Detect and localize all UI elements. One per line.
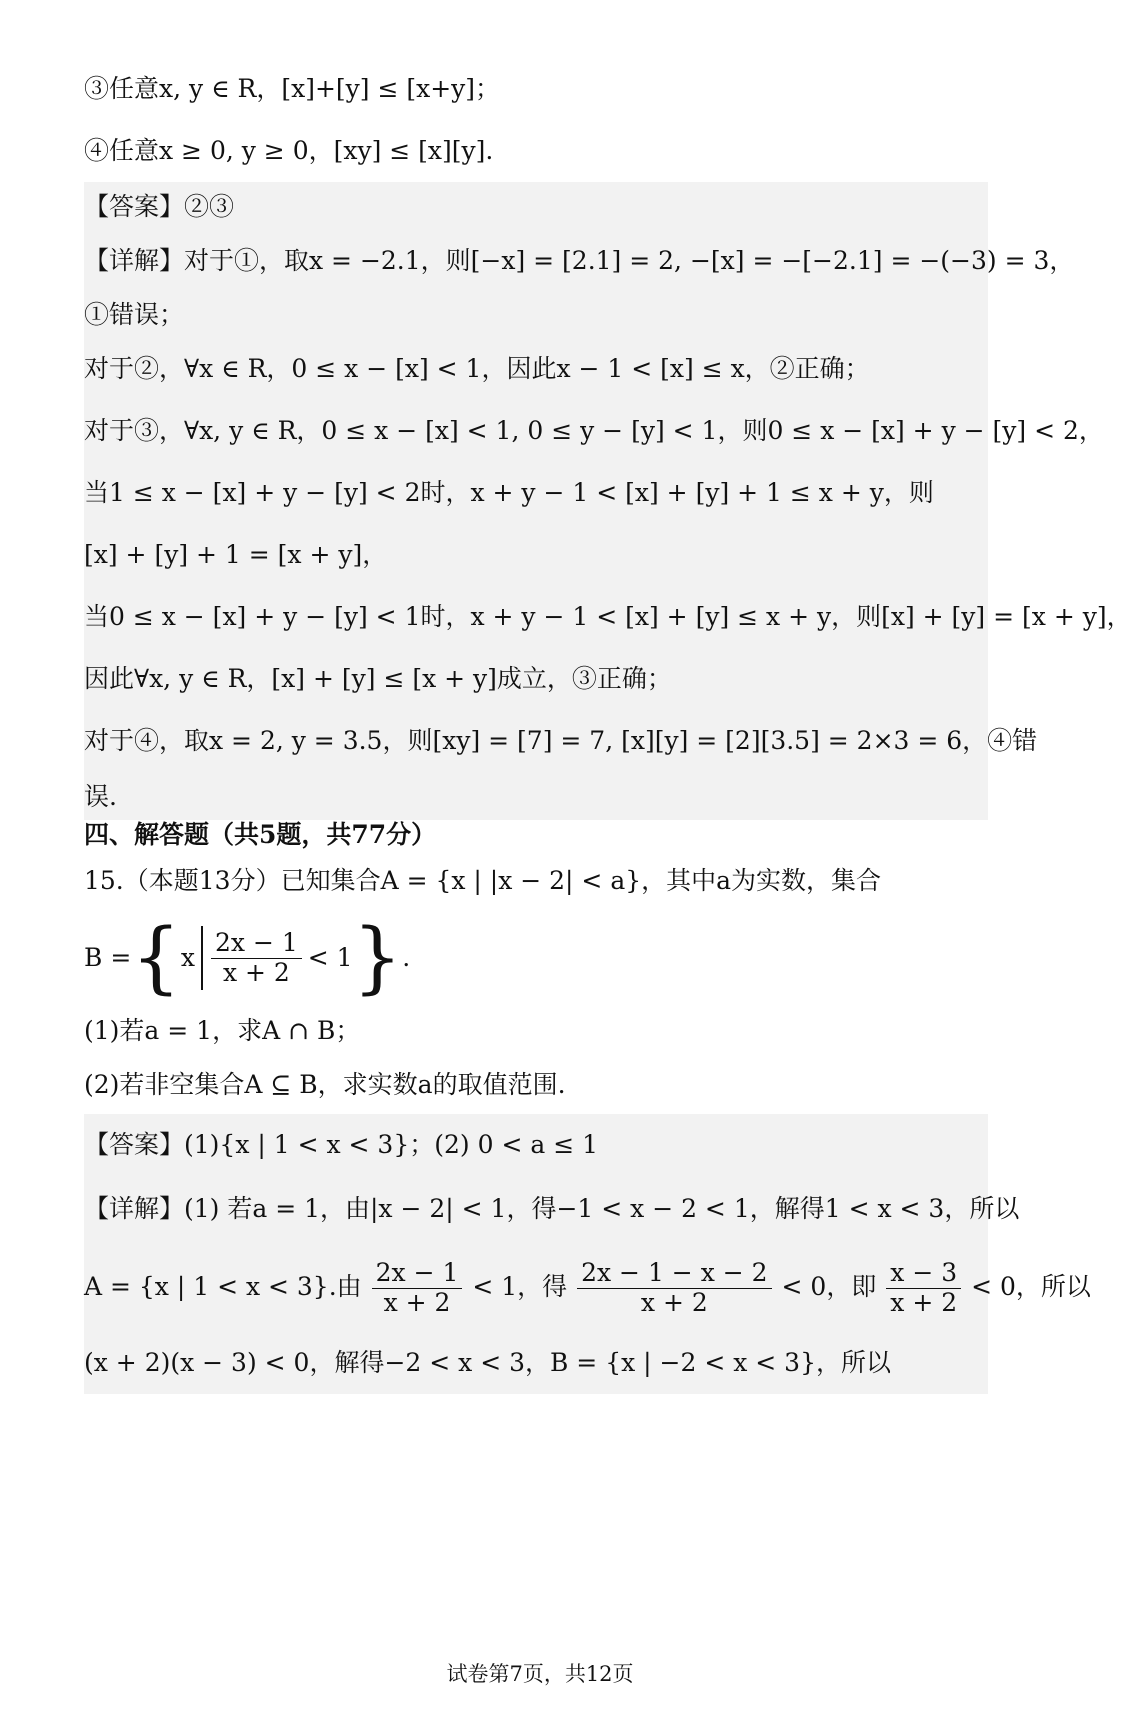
explain-15-line-2 bbox=[84, 1252, 1091, 1322]
fraction-2-denominator: x + 2 bbox=[640, 1288, 708, 1317]
answer-15: 【答案】(1){x | 1 < x < 3}；(2) 0 < a ≤ 1 bbox=[84, 1130, 598, 1159]
fraction-denominator: x + 2 bbox=[222, 957, 290, 987]
relation-2: < 0，即 bbox=[781, 1272, 877, 1301]
fraction-1-denominator: x + 2 bbox=[383, 1288, 451, 1317]
set-b-fraction bbox=[211, 929, 302, 988]
explain-14-line-1: 【详解】对于①，取x = −2.1，则[−x] = [2.1] = 2, −[x] = −[−2.1] = −(−3) = 3， bbox=[84, 246, 1075, 275]
explain-15-line-3: (x + 2)(x − 3) < 0，解得−2 < x < 3，B = {x | −2 < x < 3}，所以 bbox=[84, 1348, 891, 1377]
set-b-lhs: B = bbox=[84, 943, 132, 972]
explain-14-line-2: ①错误； bbox=[84, 300, 185, 329]
fraction-3-numerator: x − 3 bbox=[886, 1259, 961, 1289]
explain-14-line-7: 当0 ≤ x − [x] + y − [y] < 1时，x + y − 1 < [x] + [y] ≤ x + y，则[x] + [y] = [x + y]， bbox=[84, 602, 1132, 631]
fraction-1-numerator: 2x − 1 bbox=[372, 1259, 463, 1289]
fraction-numerator: 2x − 1 bbox=[211, 929, 302, 959]
explain-14-line-4: 对于③，∀x, y ∈ R，0 ≤ x − [x] < 1, 0 ≤ y − [y] < 1，则0 ≤ x − [x] + y − [y] < 2， bbox=[84, 416, 1104, 445]
explain-14-line-8: 因此∀x, y ∈ R，[x] + [y] ≤ [x + y]成立，③正确； bbox=[84, 664, 672, 693]
question-15-part-1: (1)若a = 1，求A ∩ B； bbox=[84, 1016, 361, 1045]
set-builder-bar bbox=[201, 926, 203, 990]
question-15-part-2: (2)若非空集合A ⊆ B，求实数a的取值范围. bbox=[84, 1070, 566, 1099]
fraction-1 bbox=[372, 1259, 463, 1318]
fraction-2 bbox=[577, 1259, 771, 1318]
explain-14-line-3: 对于②，∀x ∈ R，0 ≤ x − [x] < 1，因此x − 1 < [x] ≤ x，②正确； bbox=[84, 354, 870, 383]
fraction-3-denominator: x + 2 bbox=[890, 1288, 958, 1317]
set-b-relation: < 1 bbox=[307, 943, 353, 972]
set-b-definition bbox=[84, 913, 980, 1003]
explain-15-line-1: 【详解】(1) 若a = 1，由|x − 2| < 1，得−1 < x − 2 < 1，解得1 < x < 3，所以 bbox=[84, 1194, 1020, 1223]
fraction-2-numerator: 2x − 1 − x − 2 bbox=[577, 1259, 771, 1289]
relation-1: < 1，得 bbox=[472, 1272, 568, 1301]
set-a-result: A = {x | 1 < x < 3}.由 bbox=[84, 1272, 362, 1301]
explain-14-line-5: 当1 ≤ x − [x] + y − [y] < 2时，x + y − 1 < [x] + [y] + 1 ≤ x + y，则 bbox=[84, 478, 934, 507]
section-heading: 四、解答题（共5题，共77分） bbox=[84, 820, 437, 849]
fraction-3 bbox=[886, 1259, 961, 1318]
page-footer: 试卷第7页，共12页 bbox=[446, 1662, 634, 1686]
left-brace: { bbox=[131, 913, 181, 1003]
relation-3: < 0，所以 bbox=[971, 1272, 1091, 1301]
set-b-end: . bbox=[402, 943, 411, 972]
statement-3: ③任意x, y ∈ R，[x]+[y] ≤ [x+y]； bbox=[84, 74, 501, 103]
statement-4: ④任意x ≥ 0, y ≥ 0，[xy] ≤ [x][y]. bbox=[84, 136, 494, 165]
explain-14-line-6: [x] + [y] + 1 = [x + y]， bbox=[84, 540, 388, 569]
question-15-stem: 15.（本题13分）已知集合A = {x | |x − 2| < a}，其中a为实数，集合 bbox=[84, 866, 882, 895]
answer-14: 【答案】②③ bbox=[84, 192, 235, 221]
explain-14-line-9: 对于④，取x = 2, y = 3.5，则[xy] = [7] = 7, [x][y] = [2][3.5] = 2×3 = 6，④错 bbox=[84, 726, 1038, 755]
explain-14-line-10: 误. bbox=[84, 782, 117, 811]
set-b-var: x bbox=[180, 943, 196, 972]
right-brace: } bbox=[352, 913, 403, 1003]
